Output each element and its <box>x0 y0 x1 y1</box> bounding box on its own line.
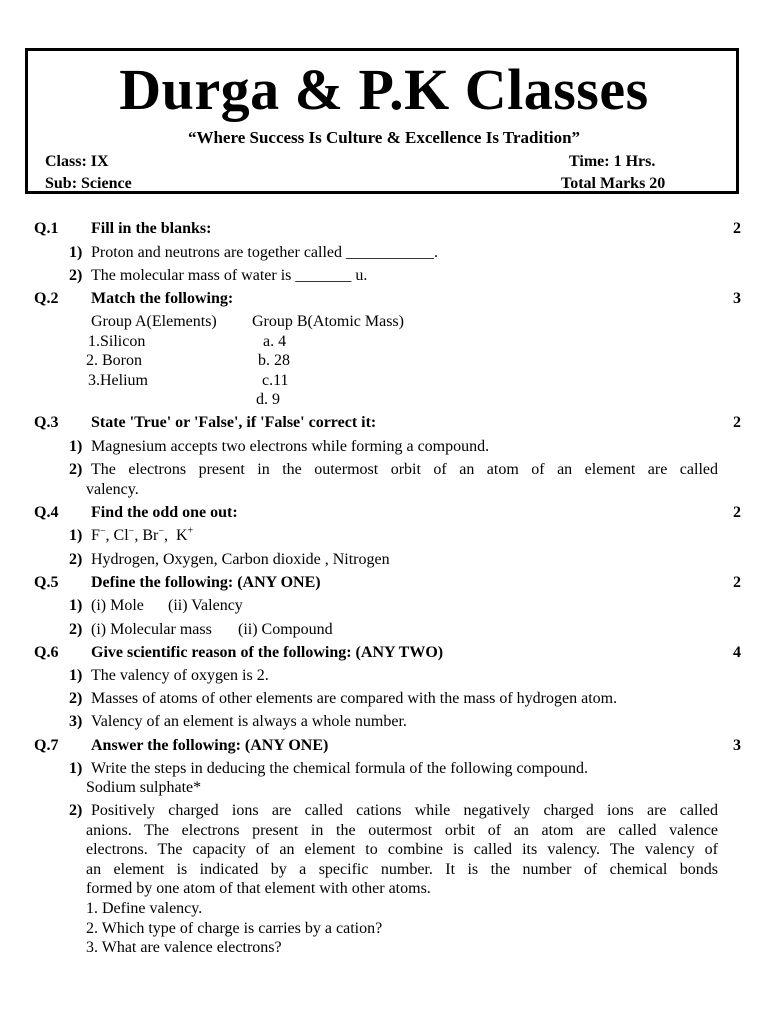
ion-bromide: Br− <box>142 525 164 544</box>
item-number: 1) <box>69 667 83 684</box>
match-item-b: b. 28 <box>258 352 290 369</box>
item-number: 1) <box>69 760 83 777</box>
item-number: 2) <box>69 267 83 284</box>
item-text: Magnesium accepts two electrons while forming a compound. <box>91 438 490 455</box>
match-header-b: Group B(Atomic Mass) <box>252 313 404 330</box>
match-header-a: Group A(Elements) <box>91 313 217 330</box>
class-label: Class: IX <box>45 153 109 170</box>
item-text: Write the steps in deducing the chemical formula of the following compound. <box>91 760 588 777</box>
item-number: 1) <box>69 597 83 614</box>
sub-question: 2. Which type of charge is carries by a cation? <box>86 920 383 937</box>
item-text-line: The electrons present in the outermost orbit of an atom of an element are called <box>91 461 718 478</box>
passage-line: an element is indicated by a specific number. It is the number of chemical bonds <box>86 861 718 878</box>
item-text: Proton and neutrons are together called ___________. <box>91 244 439 261</box>
match-item-a: 3.Helium <box>88 372 148 389</box>
ion-potassium: K+ <box>175 525 194 544</box>
item-subtext: Sodium sulphate* <box>86 779 202 796</box>
passage-line: anions. The electrons present in the outermost orbit of an atom are called valence <box>86 822 718 839</box>
question-title: Fill in the blanks: <box>91 220 212 237</box>
question-number: Q.5 <box>34 574 59 591</box>
match-item-a: 2. Boron <box>86 352 142 369</box>
item-text: The valency of oxygen is 2. <box>91 667 269 684</box>
question-marks: 3 <box>733 290 741 307</box>
question-title: Find the odd one out: <box>91 504 238 521</box>
question-title: Give scientific reason of the following: (ANY TWO) <box>91 644 444 661</box>
sub-question: 3. What are valence electrons? <box>86 939 282 956</box>
question-number: Q.7 <box>34 737 59 754</box>
question-marks: 2 <box>733 504 741 521</box>
question-marks: 2 <box>733 414 741 431</box>
question-title: Match the following: <box>91 290 234 307</box>
item-number: 1) <box>69 244 83 261</box>
subject-label: Sub: Science <box>45 175 132 192</box>
item-number: 3) <box>69 713 83 730</box>
question-title: Define the following: (ANY ONE) <box>91 574 321 591</box>
item-text: Valency of an element is always a whole number. <box>91 713 407 730</box>
item-number: 1) <box>69 527 83 544</box>
item-number: 1) <box>69 438 83 455</box>
ion-fluoride: F− <box>91 525 106 544</box>
item-number: 2) <box>69 802 83 819</box>
question-title: State 'True' or 'False', if 'False' correct it: <box>91 414 377 431</box>
item-text: Masses of atoms of other elements are compared with the mass of hydrogen atom. <box>91 690 618 707</box>
match-item-a: 1.Silicon <box>88 333 146 350</box>
question-number: Q.4 <box>34 504 59 521</box>
passage-line: formed by one atom of that element with other atoms. <box>86 880 431 897</box>
school-name: Durga & P.K Classes <box>119 57 649 122</box>
item-text: The molecular mass of water is _______ u. <box>91 267 368 284</box>
ion-chloride: Cl− <box>113 525 135 544</box>
question-marks: 2 <box>733 220 741 237</box>
question-marks: 4 <box>733 644 741 661</box>
item-text: (i) Molecular mass <box>91 621 212 638</box>
match-item-b: c.11 <box>262 372 289 389</box>
match-item-b: d. 9 <box>256 391 280 408</box>
tagline: “Where Success Is Culture & Excellence Is Tradition” <box>187 128 581 147</box>
item-text: (ii) Valency <box>168 597 243 614</box>
item-text: (ii) Compound <box>238 621 333 638</box>
passage-line: Positively charged ions are called cations while negatively charged ions are called <box>91 802 718 819</box>
question-marks: 2 <box>733 574 741 591</box>
item-text-line: valency. <box>86 481 139 498</box>
item-number: 2) <box>69 690 83 707</box>
question-title: Answer the following: (ANY ONE) <box>91 737 329 754</box>
question-marks: 3 <box>733 737 741 754</box>
item-number: 2) <box>69 551 83 568</box>
time-label: Time: 1 Hrs. <box>569 153 656 170</box>
item-text: (i) Mole <box>91 597 144 614</box>
passage-line: electrons. The capacity of an element to combine is called its valency. The valency of <box>86 841 718 858</box>
question-number: Q.6 <box>34 644 59 661</box>
question-number: Q.1 <box>34 220 59 237</box>
item-number: 2) <box>69 461 83 478</box>
question-number: Q.3 <box>34 414 59 431</box>
item-text: Hydrogen, Oxygen, Carbon dioxide , Nitrogen <box>91 551 390 568</box>
item-number: 2) <box>69 621 83 638</box>
sub-question: 1. Define valency. <box>86 900 203 917</box>
total-marks-label: Total Marks 20 <box>561 175 666 192</box>
ion-list: F−, Cl−, Br−, K+ <box>91 525 194 544</box>
question-number: Q.2 <box>34 290 59 307</box>
match-item-b: a. 4 <box>263 333 287 350</box>
